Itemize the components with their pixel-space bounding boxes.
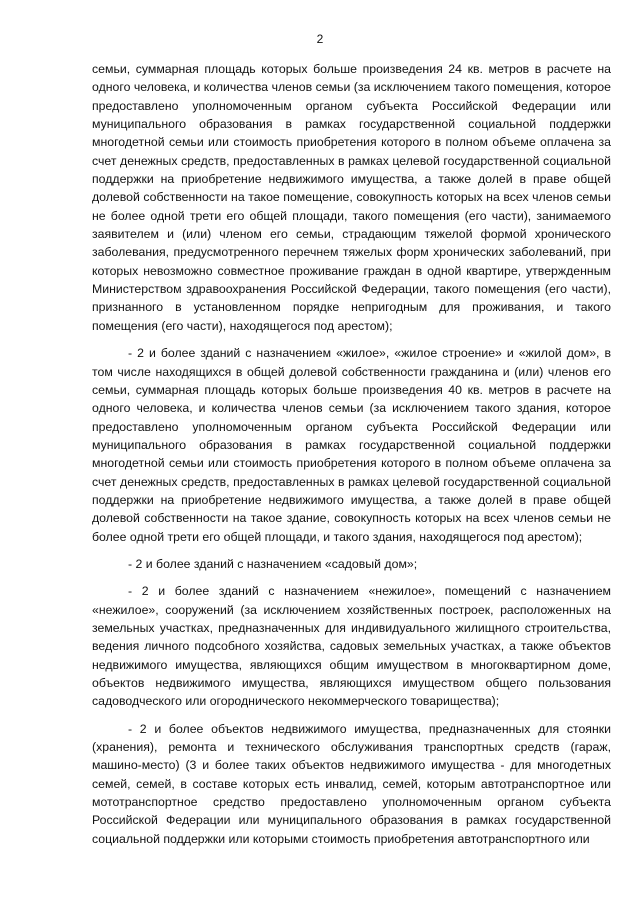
paragraph-garden-houses: - 2 и более зданий с назначением «садовый дом»; [128, 556, 418, 571]
page-number: 2 [316, 32, 324, 46]
paragraph-vehicle-storage: - 2 и более объектов недвижимого имущества, предназначенных для стоянки (хранения), ремонта и технического обслуживания транспортных средств (гараж, машино-место) (3 и более таких объектов недвижимого имущества - для многодетных семей, семей, в составе которых есть инвалид, семей, которым автотранспортное или мототранспортное средство предоставлено уполномоченным органом субъекта Российской Федерации или муниципального образования в рамках государственной социальной поддержки или которыми стоимость приобретения автотранспортного или [92, 721, 611, 846]
paragraph-continuation: семьи, суммарная площадь которых больше произведения 24 кв. метров в расчете на одного человека, и количества членов семьи (за исключением такого помещения, которое предоставлено уполномоченным органом субъекта Российской Федерации или муниципального образования в рамках государственной социальной поддержки многодетной семьи или стоимость приобретения которого в полном объеме оплачена за счет денежных средств, предоставленных в рамках целевой государственной социальной поддержки на приобретение недвижимого имущества, а также долей в праве общей долевой собственности на такое помещение, совокупность которых на всех членов семьи не более одной трети его общей площади, такого помещения (его части), занимаемого заявителем и (или) членом его семьи, страдающим тяжелой формой хронического заболевания, предусмотренного перечнем тяжелых форм хронических заболеваний, при которых невозможно совместное проживание граждан в одной квартире, утвержденным Министерством здравоохранения Российской Федерации, такого помещения (его части), признанного в установленном порядке непригодным для проживания, и такого помещения (его части), находящегося под арестом); [92, 62, 611, 333]
paragraph-nonresidential: - 2 и более зданий с назначением «нежилое», помещений с назначением «нежилое», сооружений (за исключением хозяйственных построек, расположенных на земельных участках, предназначенных для индивидуального жилищного строительства, ведения личного подсобного хозяйства, садовых земельных участках, а также объектов недвижимого имущества, являющихся общим имуществом в многоквартирном доме, объектов недвижимого имущества, являющихся имуществом общего пользования садоводческого или огороднического некоммерческого товарищества); [92, 584, 611, 709]
paragraph-residential-buildings: - 2 и более зданий с назначением «жилое», «жилое строение» и «жилой дом», в том числе находящихся в общей долевой собственности гражданина и (или) членов его семьи, суммарная площадь которых больше произведения 40 кв. метров в расчете на одного человека, и количества членов семьи (за исключением такого здания, которое предоставлено уполномоченным органом субъекта Российской Федерации или муниципального образования в рамках государственной социальной поддержки многодетной семьи или стоимость приобретения которого в полном объеме оплачена за счет денежных средств, предоставленных в рамках целевой государственной социальной поддержки на приобретение недвижимого имущества, а также долей в праве общей долевой собственности на такое здание, совокупность которых на всех членов семьи не более одной трети его общей площади, и такого здания, находящегося под арестом); [92, 346, 611, 544]
document-body [92, 60, 611, 848]
